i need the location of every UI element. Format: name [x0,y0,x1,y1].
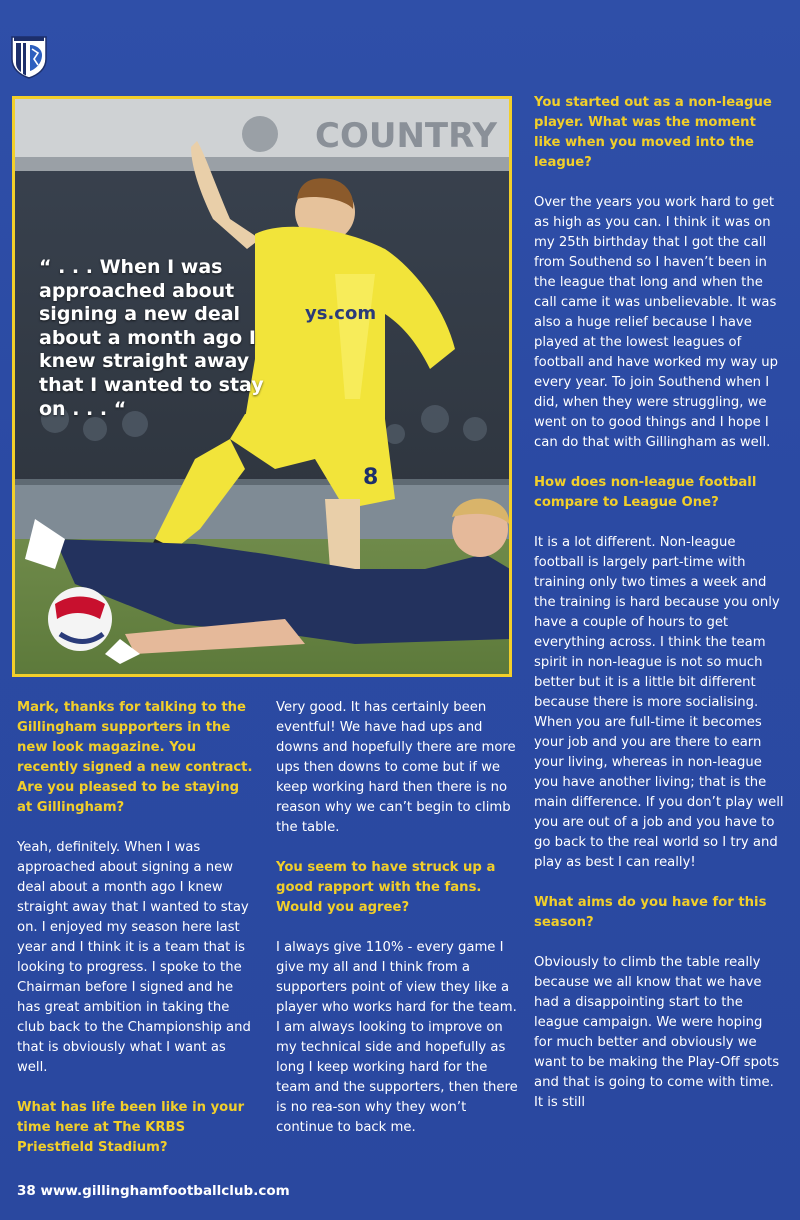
article-column-3 [534,93,784,1133]
answer: It is a lot different. Non-league football is largely part-time with training only two times a week and the training is hard because you only have a couple of hours to get everything across. I think the team spirit in non-league is not so much better but it is a little bit different because there is more socialising. When you are full-time it becomes your job and you are there to earn your living, whereas in non-league you have another living; that is the main difference. If you don’t play well you are out of a job and you have to go back to the real world so I try and play as best I can really! [534,535,784,870]
page-footer: 38 www.gillinghamfootballclub.com [17,1183,290,1199]
question: What has life been like in your time here at The KRBS Priestfield Stadium? [17,1100,245,1155]
answer: Over the years you work hard to get as high as you can. I think it was on my 25th birthday that I got the call from Southend so I haven’t been in the league that long and when the call came it was unbelievable. It was also a huge relief because I have played at the lowest leagues of football and have worked my way up every year. To join Southend when I did, when they were struggling, we went on to good things and I hope I can do that with Gillingham as well. [534,195,779,450]
answer: I always give 110% - every game I give my all and I think from a supporters point of view they like a player who works hard for the team. I am always looking to improve on my technical side and hopefully as long I keep working hard for the team and the supporters, then there is no rea-son why they won’t continue to back me. [276,940,518,1135]
question: Mark, thanks for talking to the Gillingham supporters in the new look magazine. You recently signed a new contract. Are you pleased to be staying at Gillingham? [17,700,253,815]
question: You seem to have struck up a good rapport with the fans. Would you agree? [276,860,496,915]
shirt-sponsor-text: ys.com [305,303,377,324]
question: You started out as a non-league player. What was the moment like when you moved into the league? [534,95,772,170]
pull-quote: “ . . . When I was approached about signing a new deal about a month ago I knew straight away that I wanted to stay on . . . “ [39,256,264,420]
answer: Obviously to climb the table really because we all know that we have had a disappointing start to the league campaign. We were hoping for much better and obviously we want to be making the Play-Off spots and that is going to come with time. It is still [534,955,780,1110]
question: How does non-league football compare to League One? [534,475,757,510]
feature-photo [12,96,512,677]
gillingham-crest-icon [10,33,48,79]
question: What aims do you have for this season? [534,895,767,930]
shirt-number: 8 [363,465,379,490]
article-column-1 [17,698,257,1178]
article-column-2 [276,698,518,1158]
answer: Very good. It has certainly been eventful! We have had ups and downs and hopefully there are more ups then downs to come but if we keep working hard then there is no reason why we can’t begin to climb the table. [276,700,516,835]
answer: Yeah, definitely. When I was approached about signing a new deal about a month ago I knew straight away that I wanted to stay on. I enjoyed my season here last year and I think it is a team that is looking to progress. I spoke to the Chairman before I signed and he has great ambition in taking the club back to the Championship and that is obviously what I want as well. [17,840,251,1075]
banner-text: COUNTRY [315,116,498,156]
